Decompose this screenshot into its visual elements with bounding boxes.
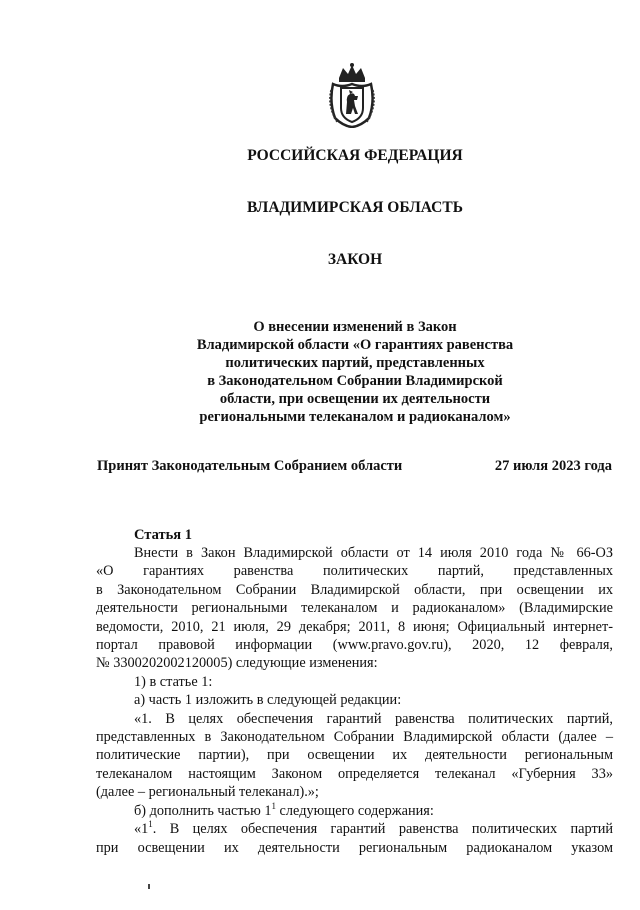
- body-line: 1) в статье 1:: [134, 673, 213, 690]
- body-line: представленных в Законодательном Собрании Владимирской области (далее –: [96, 729, 613, 746]
- coat-of-arms-icon: [327, 62, 377, 128]
- title-line: в Законодательном Собрании Владимирской: [207, 373, 503, 389]
- body-line: в Законодательном Собрании Владимирской области, при освещении их: [96, 581, 613, 598]
- body-line: [96, 820, 613, 838]
- body-line: ведомости, 2010, 21 июля, 29 декабря; 2011, 8 июня; Официальный интернет-: [96, 618, 613, 635]
- body-line: политические партии), при освещении их деятельности региональным: [96, 747, 613, 764]
- law-title: [150, 318, 560, 426]
- body-line: Внести в Закон Владимирской области от 14 июля 2010 года № 66-ОЗ: [134, 545, 613, 561]
- adopted-date: 27 июля 2023 года: [494, 458, 612, 474]
- federation-heading: РОССИЙСКАЯ ФЕДЕРАЦИЯ: [247, 147, 463, 164]
- title-line: региональными телеканалом и радиоканалом»: [199, 409, 511, 425]
- title-line: политических партий, представленных: [225, 355, 485, 371]
- body-line: (далее – региональный телеканал).»;: [96, 784, 319, 801]
- body-line: а) часть 1 изложить в следующей редакции:: [134, 692, 402, 709]
- body-line: «1. В целях обеспечения гарантий равенства политических партий,: [134, 710, 613, 727]
- body-text: следующего содержания:: [275, 802, 434, 819]
- scan-mark: [148, 884, 150, 889]
- body-line: при освещении их деятельности региональным радиоканалом указом: [96, 839, 613, 856]
- body-text: «1: [134, 821, 149, 838]
- body-line: телеканалом настоящим Законом определяется телеканал «Губерния 33»: [96, 765, 613, 782]
- article-body: [96, 544, 613, 857]
- title-line: Владимирской области «О гарантиях равенства: [196, 337, 514, 353]
- body-line: № 3300202002120005) следующие изменения:: [96, 655, 378, 672]
- body-line: [96, 802, 613, 820]
- body-line: деятельности региональными телеканалом и радиоканалом» (Владимирские: [96, 600, 613, 617]
- doc-type-heading: ЗАКОН: [327, 251, 383, 268]
- body-text: б) дополнить частью 1: [134, 802, 272, 819]
- adopted-label: Принят Законодательным Собранием области: [97, 458, 403, 474]
- body-text: . В целях обеспечения гарантий равенства политических партий: [152, 821, 613, 838]
- superscript: 1: [148, 819, 153, 830]
- title-line: области, при освещении их деятельности: [219, 391, 491, 407]
- article-heading: Статья 1: [134, 527, 192, 543]
- region-heading: ВЛАДИМИРСКАЯ ОБЛАСТЬ: [247, 199, 463, 216]
- body-line: портал правовой информации (www.pravo.gov.ru), 2020, 12 февраля,: [96, 637, 613, 654]
- body-line: «О гарантиях равенства политических партий, представленных: [96, 563, 613, 580]
- title-line: О внесении изменений в Закон: [253, 319, 457, 335]
- superscript: 1: [271, 800, 276, 811]
